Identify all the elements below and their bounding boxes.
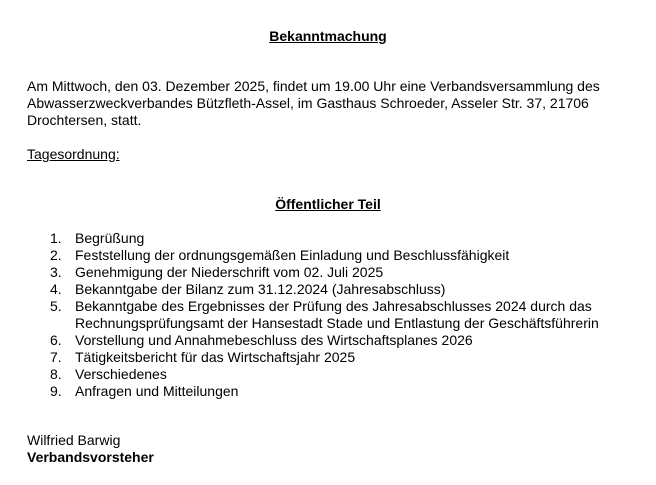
agenda-item-number: 8. [50,366,62,382]
agenda-item [50,383,650,400]
agenda-item-text: Vorstellung und Annahmebeschluss des Wirtschaftsplanes 2026 [75,332,473,348]
agenda-item [50,247,650,264]
agenda-item [50,366,650,383]
agenda-item [50,298,650,332]
agenda-item-number: 2. [50,247,62,263]
agenda-item-number: 6. [50,332,62,348]
agenda-item-number: 3. [50,264,62,280]
section-title: Öffentlicher Teil [275,196,381,212]
agenda-item-text: Tätigkeitsbericht für das Wirtschaftsjahr 2025 [75,349,356,365]
agenda-label-text: Tagesordnung: [27,146,120,162]
agenda-item-text: Feststellung der ordnungsgemäßen Einladung und Beschlussfähigkeit [75,247,510,263]
agenda-item-number: 7. [50,349,62,365]
signature-name: Wilfried Barwig [27,432,121,448]
agenda-item [50,230,650,247]
agenda-item-number: 4. [50,281,62,297]
agenda-item-number: 1. [50,230,62,246]
agenda-item-number: 5. [50,298,62,314]
signature-role: Verbandsvorsteher [27,449,154,465]
agenda-label [27,146,642,163]
agenda-item-text: Genehmigung der Niederschrift vom 02. Juli 2025 [75,264,384,280]
agenda-item [50,281,650,298]
agenda-item-number: 9. [50,383,62,399]
agenda-item-text: Begrüßung [75,230,145,246]
agenda-item [50,264,650,281]
agenda-item-text: Bekanntgabe der Bilanz zum 31.12.2024 (Jahresabschluss) [75,281,446,297]
agenda-item-text: Verschiedenes [75,366,167,382]
agenda-item-text: Anfragen und Mitteilungen [75,383,239,399]
agenda-item [50,349,650,366]
agenda-item [50,332,650,349]
intro-paragraph: Am Mittwoch, den 03. Dezember 2025, findet um 19.00 Uhr eine Verbandsversammlung des Abwasserzweckverbandes Bützfleth-Assel, im Gasthaus Schroeder, Asseler Str. 37, 21706 Drochtersen, statt. [27,78,600,128]
agenda-item-text: Bekanntgabe des Ergebnisses der Prüfung des Jahresabschlusses 2024 durch das Rechnungsprüfungsamt der Hansestadt Stade und Entlastung der Geschäftsführerin [75,298,599,331]
page-title: Bekanntmachung [269,28,387,44]
agenda-list [50,230,650,400]
